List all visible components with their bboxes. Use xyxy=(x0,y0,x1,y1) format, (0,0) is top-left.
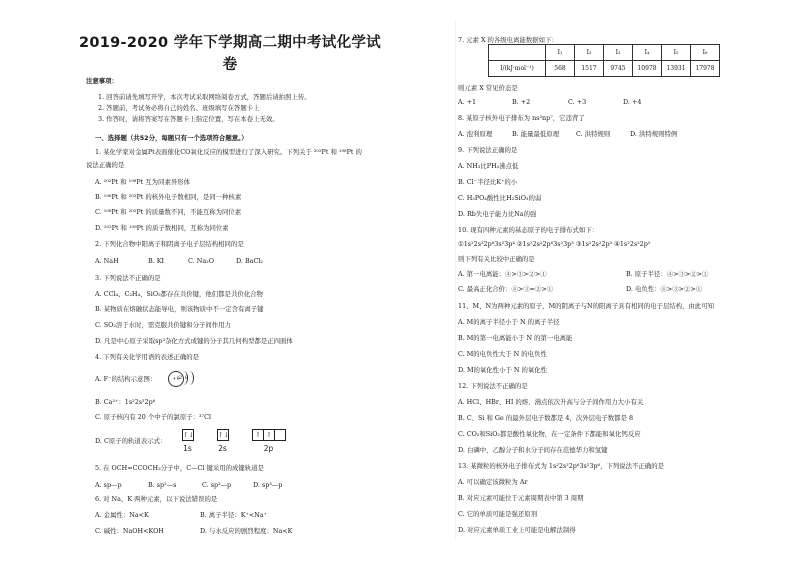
table-cell: 1517 xyxy=(575,61,604,77)
q1-option-b: B. ¹⁹⁸Pt 和 ²⁰²Pt 的核外电子数相同，是同一种核素 xyxy=(95,193,242,201)
q9-option-d: D. Rb失电子能力比Na的强 xyxy=(458,210,537,218)
q6-text: 6. 对 Na、K 两种元素，以下说法错误的是 xyxy=(95,495,218,503)
q8-option-d: D. 洪特规则特例 xyxy=(630,130,678,138)
orbital-box xyxy=(274,429,286,441)
q4-option-d: D. C原子的轨道表示式： xyxy=(95,437,167,445)
fluoride-shell-1: 2 xyxy=(179,371,188,385)
table-cell: I₁ xyxy=(546,45,575,61)
table-cell: I₂ xyxy=(575,45,604,61)
q7-option-a: A. +1 xyxy=(458,98,477,106)
q5-option-d: D. sp³—p xyxy=(253,481,283,489)
q13-option-b: B. 对应元素可能位于元素周期表中第 3 周期 xyxy=(458,494,584,502)
orbital-box: ↑ xyxy=(252,429,264,441)
fluoride-shell-2: 8 xyxy=(185,371,194,385)
q11-option-d: D. M的氧化性小于 N 的氧化性 xyxy=(458,366,548,374)
q4-text: 4. 下列有关化学用语的表述正确的是 xyxy=(95,353,199,361)
orbital-label: 2p xyxy=(263,444,274,453)
table-cell: 10978 xyxy=(633,61,662,77)
q10-option-d: D. 电负性：④>③>②>① xyxy=(626,285,703,293)
q1-option-d: D. ²⁰²Pt 和 ¹⁹⁸Pt 的质子数相同，互称为同位素 xyxy=(95,224,229,232)
q3-option-d: D. 凡是中心原子采取sp³杂化方式成键的分子其几何构型都是正四面体 xyxy=(95,337,293,345)
q11-text: 11、M、N为两种元素的原子，M的阴离子与N的阳离子具有相同的电子层结构，由此可知 xyxy=(458,302,715,310)
notice-1: 1. 回答前请先填写开学，本次考试采取网络阅卷方式，答题后请拍照上传。 xyxy=(98,93,311,101)
table-cell xyxy=(489,45,546,61)
q10-option-a: A. 第一电离能：④>③>②>① xyxy=(458,270,547,278)
orbital-label: 2s xyxy=(218,444,227,453)
notice-3: 3. 作答时，请将答案写在答题卡上指定位置，写在本卷上无效。 xyxy=(98,115,279,123)
q12-option-b: B. C、Si 和 Ge 的最外层电子数都是 4，次外层电子数都是 8 xyxy=(458,414,634,422)
q1-option-a: A. ²⁰²Pt 和 ¹⁹⁸Pt 互为同素异形体 xyxy=(95,178,191,186)
q6-option-d: D. 与水反应的剧烈程度：Na<K xyxy=(200,527,293,535)
q8-option-c: C. 洪特规则 xyxy=(576,130,611,138)
orbital-label: 1s xyxy=(183,444,192,453)
q10-configs: ①1s²2s²2p⁶3s²3p⁴ ②1s²2s²2p⁶3s²3p³ ③1s²2s²2p³ ④1s²2s²2p⁵ xyxy=(458,240,651,248)
orbital-box: ↑ xyxy=(263,429,275,441)
q2-option-c: C. Na₂O xyxy=(188,257,214,265)
table-cell: 568 xyxy=(546,61,575,77)
q2-option-d: D. BaCl₂ xyxy=(236,257,263,265)
orbital-box: ↑↓ xyxy=(218,431,229,439)
q8-text: 8. 某原子核外电子排布为 ns²np⁷，它违背了 xyxy=(458,114,585,122)
orbital-2s xyxy=(217,429,228,453)
q7-option-c: C. +3 xyxy=(568,98,587,106)
q5-text: 5. 在 OCH=CCOCH₃分子中，C—Cl 键采用的成键轨道是 xyxy=(95,464,264,472)
q11-option-a: A. M的离子半径小于 N 的离子半径 xyxy=(458,318,560,326)
q12-option-c: C. CO₂和SiO₂都是酸性氧化物，在一定条件下都能和氧化钙反应 xyxy=(458,430,641,438)
table-cell: I/(kJ·mol⁻¹) xyxy=(489,61,546,77)
q10-option-c: C. 最高正化合价：④>③=②>① xyxy=(458,285,554,293)
orbital-diagram xyxy=(182,429,285,453)
table-cell: 13931 xyxy=(662,61,691,77)
table-cell: I₃ xyxy=(604,45,633,61)
q5-option-a: A. sp—p xyxy=(95,481,122,489)
q2-text: 2. 下列化合物中阳离子和阴离子电子层结构相同的是 xyxy=(95,240,244,248)
q9-option-a: A. NH₃比PH₃沸点低 xyxy=(458,162,519,170)
q9-option-c: C. H₃PO₄酸性比H₂SiO₃的弱 xyxy=(458,194,542,202)
table-cell: 17978 xyxy=(691,61,720,77)
table-cell: I₅ xyxy=(662,45,691,61)
q13-option-d: D. 对应元素单质工业上可能是电解法制得 xyxy=(458,526,576,534)
title-line-2: 卷 xyxy=(222,57,238,73)
table-cell: I₆ xyxy=(691,45,720,61)
column-divider xyxy=(455,20,456,540)
exam-title xyxy=(60,32,400,76)
q13-text: 13. 某微粒的核外电子排布式为 1s²2s²2p⁶3s²3p⁶，下列说法不正确的是 xyxy=(458,462,664,470)
q3-option-c: C. SO₂溶于水时，需克服共价键和分子间作用力 xyxy=(95,321,231,329)
q5-option-c: C. sp²—p xyxy=(202,481,232,489)
orbital-box: ↑↓ xyxy=(183,431,194,439)
title-line-1: 2019-2020 学年下学期高二期中考试化学试 xyxy=(79,35,381,51)
q8-option-b: B. 能量最低原理 xyxy=(512,130,560,138)
notice-heading: 注意事项： xyxy=(86,77,118,85)
orbital-1s xyxy=(182,429,193,453)
q1-text-2: 说法正确的是 xyxy=(86,161,125,169)
table-row xyxy=(489,45,720,61)
q10-prompt: 则下列有关比较中正确的是 xyxy=(458,255,535,263)
q2-option-a: A. NaH xyxy=(95,257,119,265)
q7-prompt: 则元素 X 常见价态是 xyxy=(458,84,518,92)
q2-option-b: B. KI xyxy=(148,257,165,265)
q6-option-a: A. 金属性：Na<K xyxy=(95,511,149,519)
q6-option-b: B. 离子半径：K⁺<Na⁺ xyxy=(200,511,267,519)
q12-text: 12. 下列说法不正确的是 xyxy=(458,382,528,390)
q9-option-b: B. Cl⁻半径比K⁺的小 xyxy=(458,178,518,186)
q7-option-d: D. +4 xyxy=(623,98,642,106)
q10-text: 10. 现有四种元素的基态原子的电子排布式如下： xyxy=(458,226,599,234)
q7-text: 7. 元素 X 的各级电离能数据如下： xyxy=(458,36,558,44)
orbital-2p xyxy=(252,429,285,453)
notice-2: 2. 答题前，考试务必将自己的姓名、班级填写在答题卡上 xyxy=(98,104,260,112)
fluoride-nucleus: +9 xyxy=(168,371,184,387)
q11-option-b: B. M的第一电离能小于 N 的第一电离能 xyxy=(458,334,573,342)
q3-option-b: B. 某物质在熔融状态能导电，则该物质中不一定含有离子键 xyxy=(95,305,264,313)
section-heading: 一、选择题（共52分，每题只有一个选项符合题意。） xyxy=(95,134,248,142)
q9-text: 9. 下列说法正确的是 xyxy=(458,146,518,154)
q7-option-b: B. +2 xyxy=(512,98,531,106)
q5-option-b: B. sp²—s xyxy=(148,481,177,489)
q13-option-a: A. 可以确定该微粒为 Ar xyxy=(458,478,528,486)
q4-option-b: B. Ca²⁺：1s²2s²2p⁶ xyxy=(95,398,156,406)
q13-option-c: C. 它的单质可能是强还原剂 xyxy=(458,510,538,518)
table-row xyxy=(489,61,720,77)
q4-option-c: C. 原子核内有 20 个中子的氯原子：³⁷Cl xyxy=(95,413,212,421)
q12-option-a: A. HCl、HBr、HI 的熔、沸点依次升高与分子间作用力大小有关 xyxy=(458,398,644,406)
q11-option-c: C. M的电负性大于 N 的电负性 xyxy=(458,350,547,358)
table-cell: I₄ xyxy=(633,45,662,61)
q3-option-a: A. CCl₄、C₂H₄、SiO₂都存在共价键，他们都是共价化合物 xyxy=(95,290,263,298)
q10-option-b: B. 原子半径：④>③>②>① xyxy=(626,270,709,278)
q6-option-c: C. 碱性：NaOH<KOH xyxy=(95,527,164,535)
ionization-energy-table xyxy=(488,44,720,77)
table-cell: 9745 xyxy=(604,61,633,77)
q1-option-c: C. ¹⁹⁸Pt 和 ²⁰²Pt 的质量数不同，不能互称为同位素 xyxy=(95,208,242,216)
q4-option-a: A. F⁻的结构示意图： xyxy=(95,375,157,383)
q8-option-a: A. 泡利原理 xyxy=(458,130,493,138)
q1-text-1: 1. 某化学家对金属Pt表面催化CO氧化反应的模型进行了深入研究。下列关于 ²⁰²Pt 和 ¹⁹⁸Pt 的 xyxy=(95,148,362,156)
q12-option-d: D. 白磷中，乙醇分子和水分子间存在范德华力和氢键 xyxy=(458,446,608,454)
q3-text: 3. 下列说法不正确的是 xyxy=(95,274,161,282)
